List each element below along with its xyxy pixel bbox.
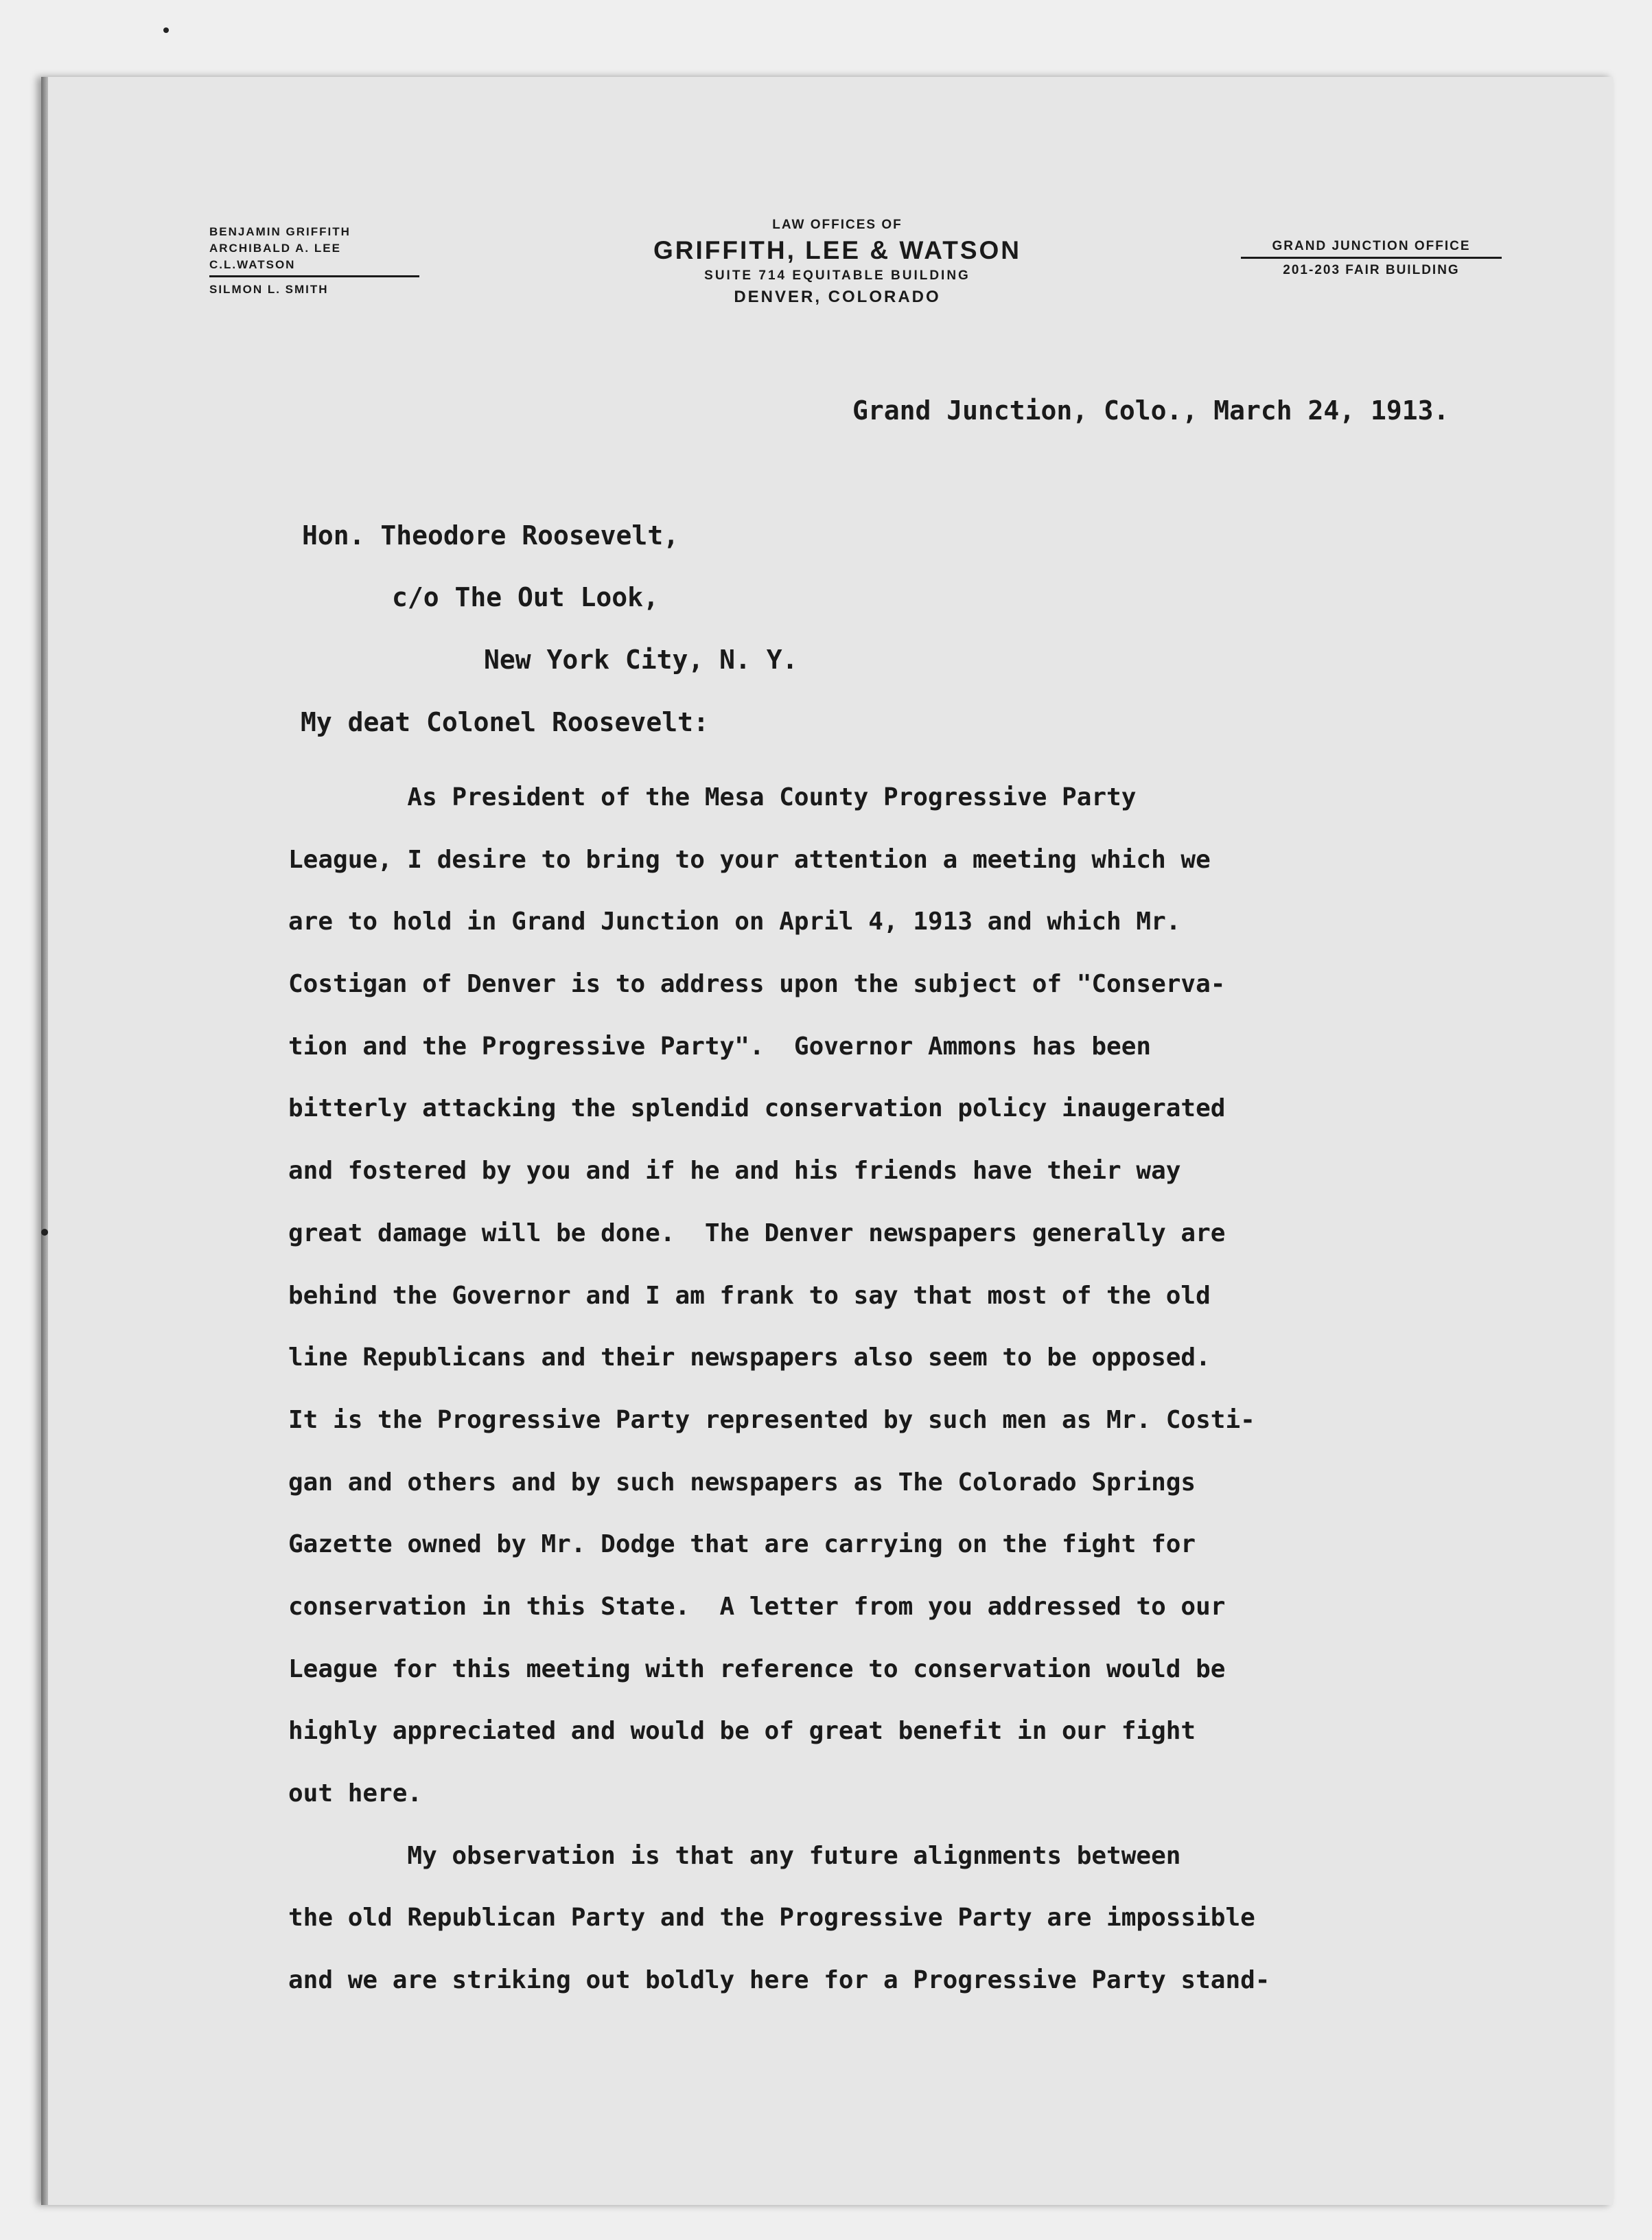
associate-name: SILMON L. SMITH bbox=[209, 283, 329, 296]
body-line: Costigan of Denver is to address upon the subject of "Conserva- bbox=[288, 970, 1226, 999]
partner-name: C.L.WATSON bbox=[209, 258, 296, 271]
film-speck bbox=[41, 1229, 48, 1236]
firm-suite: SUITE 714 EQUITABLE BUILDING bbox=[704, 268, 970, 283]
firm-letterhead bbox=[480, 216, 1194, 309]
body-line: tion and the Progressive Party". Governor Ammons has been bbox=[288, 1032, 1152, 1061]
body-line: It is the Progressive Party represented by such men as Mr. Costi- bbox=[288, 1405, 1255, 1434]
body-line: and fostered by you and if he and his friends have their way bbox=[288, 1157, 1181, 1186]
addressee-care-of: c/o The Out Look, bbox=[392, 582, 659, 612]
branch-office-underline bbox=[1241, 257, 1502, 259]
branch-office-address: 201-203 FAIR BUILDING bbox=[1283, 263, 1460, 277]
law-offices-label: LAW OFFICES OF bbox=[772, 218, 903, 232]
partners-list bbox=[209, 224, 419, 298]
firm-name: GRIFFITH, LEE & WATSON bbox=[653, 236, 1021, 264]
body-line: great damage will be done. The Denver newspapers generally are bbox=[288, 1219, 1226, 1247]
body-line: My observation is that any future alignments between bbox=[288, 1841, 1181, 1870]
branch-office-label: GRAND JUNCTION OFFICE bbox=[1272, 239, 1471, 253]
dateline: Grand Junction, Colo., March 24, 1913. bbox=[852, 395, 1450, 426]
body-line: conservation in this State. A letter from you addressed to our bbox=[288, 1592, 1226, 1621]
body-line: highly appreciated and would be of great benefit in our fight bbox=[288, 1717, 1196, 1746]
body-line: are to hold in Grand Junction on April 4, 1913 and which Mr. bbox=[288, 908, 1181, 936]
body-line: bitterly attacking the splendid conservation policy inaugerated bbox=[288, 1094, 1226, 1123]
firm-city: DENVER, COLORADO bbox=[734, 288, 941, 306]
body-line: the old Republican Party and the Progressive Party are impossible bbox=[288, 1904, 1255, 1932]
body-line: As President of the Mesa County Progressive Party bbox=[288, 783, 1137, 811]
letter-body bbox=[288, 767, 1270, 2012]
addressee-name: Hon. Theodore Roosevelt, bbox=[302, 520, 679, 551]
addressee-city: New York City, N. Y. bbox=[484, 645, 798, 675]
branch-office bbox=[1241, 238, 1502, 279]
salutation: My deat Colonel Roosevelt: bbox=[301, 707, 709, 737]
body-line: League, I desire to bring to your attention a meeting which we bbox=[288, 845, 1211, 874]
partner-name: ARCHIBALD A. LEE bbox=[209, 242, 341, 255]
body-line: out here. bbox=[288, 1779, 423, 1808]
body-line: and we are striking out boldly here for a Progressive Party stand- bbox=[288, 1966, 1270, 1995]
body-line: gan and others and by such newspapers as The Colorado Springs bbox=[288, 1468, 1196, 1497]
body-line: line Republicans and their newspapers also seem to be opposed. bbox=[288, 1343, 1211, 1372]
body-line: behind the Governor and I am frank to say that most of the old bbox=[288, 1281, 1211, 1310]
partners-divider bbox=[209, 275, 419, 277]
body-line: Gazette owned by Mr. Dodge that are carrying on the fight for bbox=[288, 1530, 1196, 1559]
body-line: League for this meeting with reference to conservation would be bbox=[288, 1654, 1226, 1683]
sheet-shadow-edge bbox=[41, 77, 48, 2205]
film-speck bbox=[163, 27, 169, 33]
partner-name: BENJAMIN GRIFFITH bbox=[209, 225, 351, 238]
